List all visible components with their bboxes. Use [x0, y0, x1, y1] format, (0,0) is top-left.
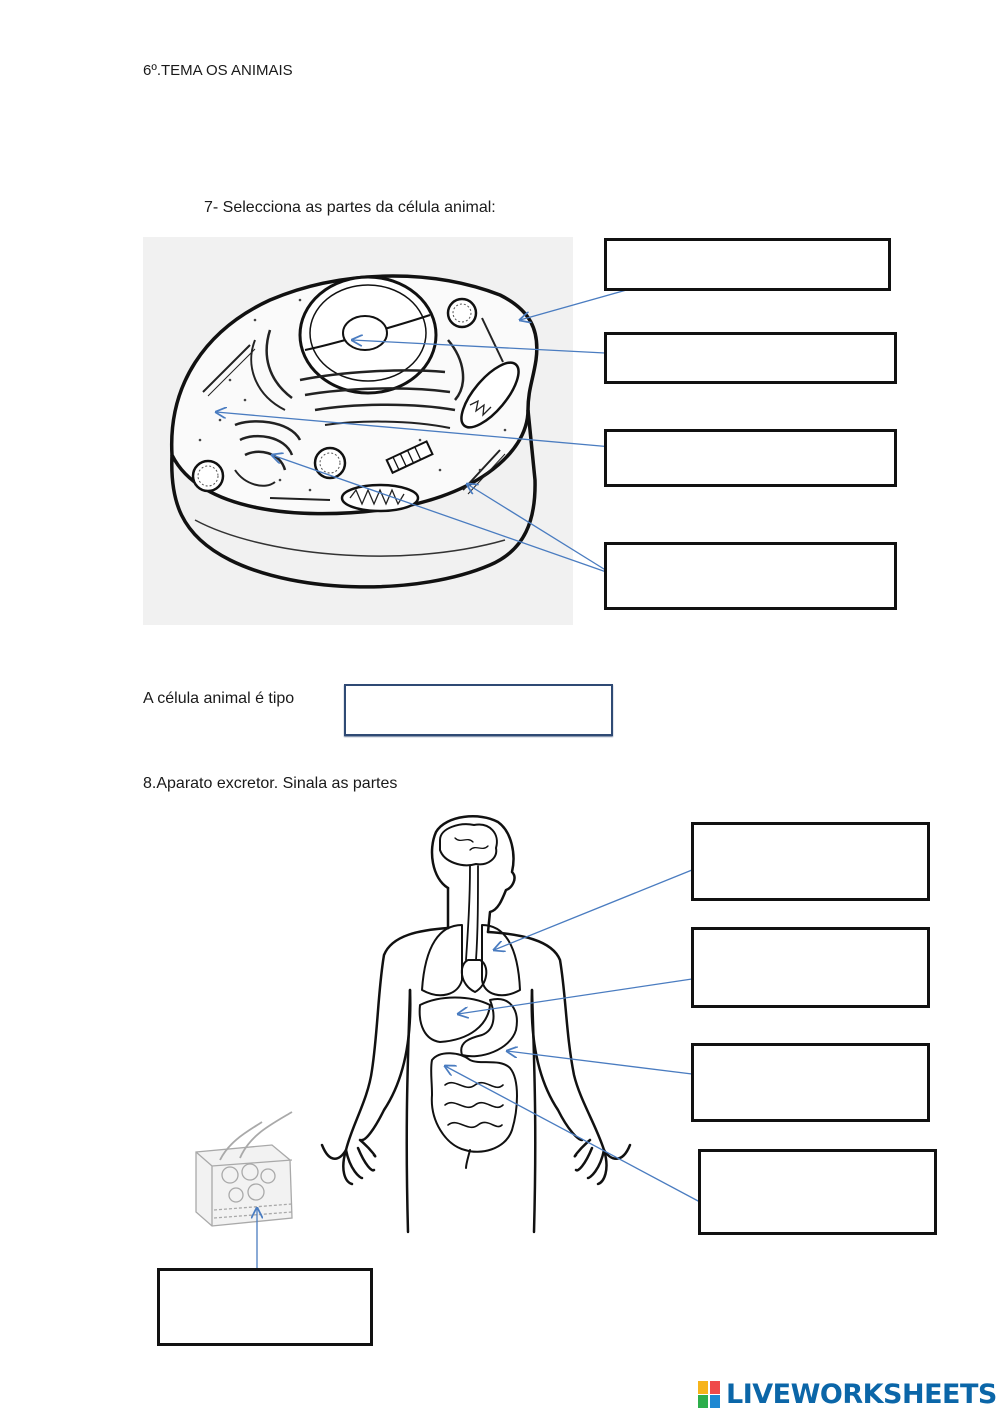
cell-type-input[interactable] [344, 684, 613, 736]
skin-section-illustration [196, 1112, 292, 1226]
skin-answer-box[interactable] [157, 1268, 373, 1346]
liveworksheets-wordmark: LIVEWORKSHEETS [726, 1378, 997, 1410]
question-8-prompt: 8.Aparato excretor. Sinala as partes [143, 775, 398, 792]
liveworksheets-badge-icon [698, 1379, 722, 1409]
body-answer-box-4[interactable] [698, 1149, 937, 1235]
human-body-illustration [322, 816, 630, 1232]
cell-type-label: A célula animal é tipo [143, 690, 295, 707]
page-title: 6º.TEMA OS ANIMAIS [143, 62, 293, 79]
cell-answer-box-4[interactable] [604, 542, 897, 610]
animal-cell-illustration [143, 237, 573, 625]
body-answer-box-3[interactable] [691, 1043, 930, 1122]
cell-answer-box-1[interactable] [604, 238, 891, 291]
body-answer-box-2[interactable] [691, 927, 930, 1008]
cell-answer-box-2[interactable] [604, 332, 897, 384]
question-7-prompt: 7- Selecciona as partes da célula animal: [204, 199, 496, 216]
cell-answer-box-3[interactable] [604, 429, 897, 487]
body-pointer-arrows [257, 870, 715, 1292]
liveworksheets-logo [698, 1377, 997, 1411]
body-answer-box-1[interactable] [691, 822, 930, 901]
